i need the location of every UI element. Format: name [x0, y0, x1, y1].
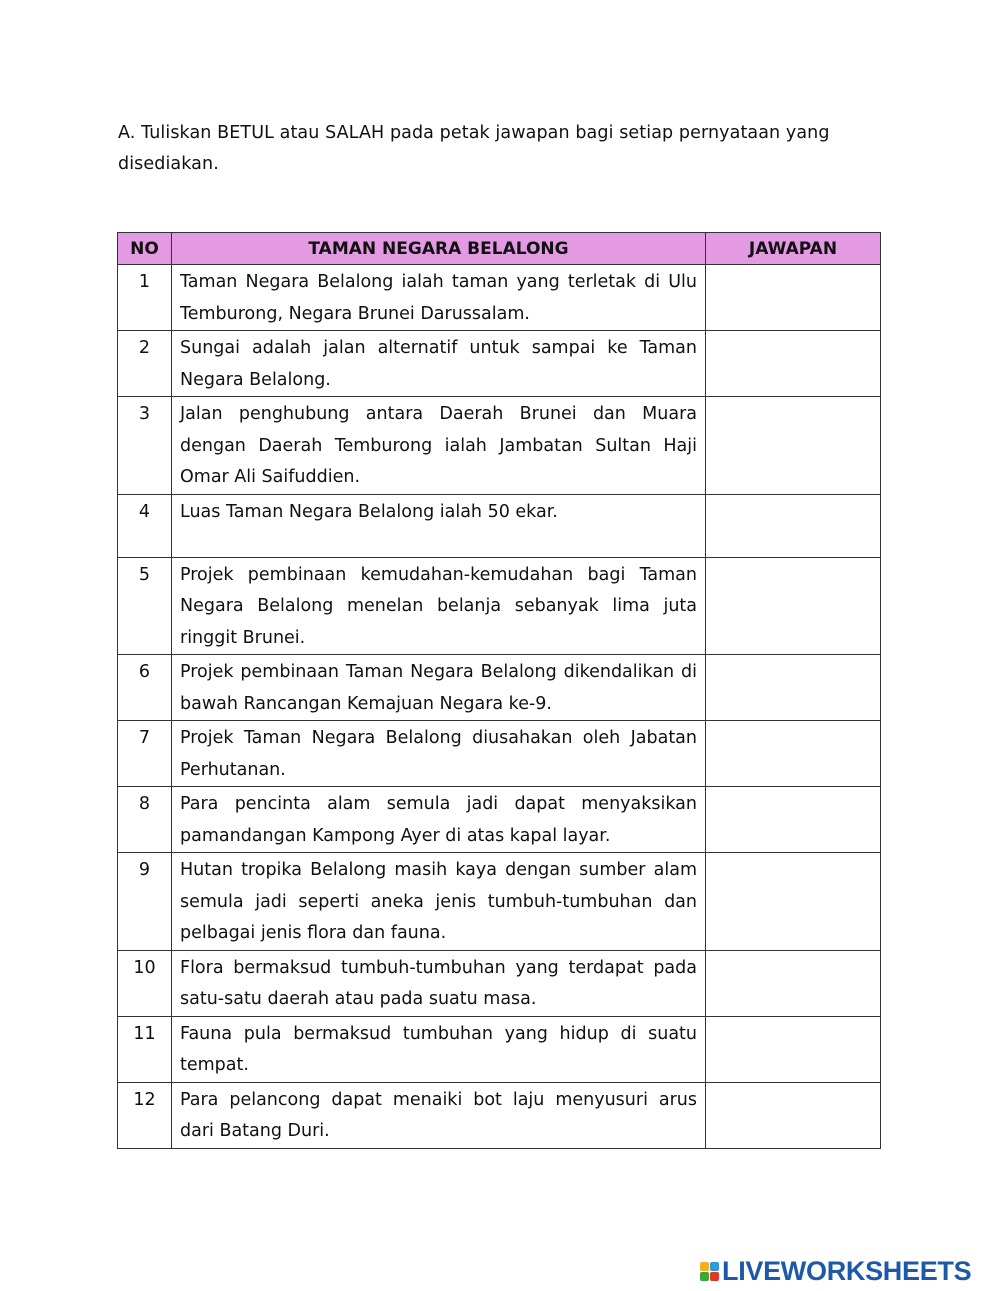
answer-box[interactable] [706, 853, 881, 951]
answer-box[interactable] [706, 494, 881, 557]
row-statement: Projek pembinaan Taman Negara Belalong dikendalikan di bawah Rancangan Kemajuan Negara ke-9. [172, 655, 706, 721]
row-statement: Sungai adalah jalan alternatif untuk sampai ke Taman Negara Belalong. [172, 331, 706, 397]
row-statement: Para pencinta alam semula jadi dapat menyaksikan pamandangan Kampong Ayer di atas kapal layar. [172, 787, 706, 853]
row-number: 5 [118, 557, 172, 655]
row-number: 11 [118, 1016, 172, 1082]
table-row [118, 655, 881, 721]
answer-box[interactable] [706, 331, 881, 397]
row-statement: Flora bermaksud tumbuh-tumbuhan yang terdapat pada satu-satu daerah atau pada suatu masa. [172, 950, 706, 1016]
header-no: NO [118, 233, 172, 265]
row-number: 3 [118, 397, 172, 495]
table-row [118, 397, 881, 495]
answer-box[interactable] [706, 721, 881, 787]
row-statement: Taman Negara Belalong ialah taman yang terletak di Ulu Temburong, Negara Brunei Darussalam. [172, 265, 706, 331]
header-answer: JAWAPAN [706, 233, 881, 265]
table-row [118, 721, 881, 787]
table-row [118, 494, 881, 557]
table-row [118, 265, 881, 331]
liveworksheets-logo-icon [700, 1262, 719, 1281]
row-number: 9 [118, 853, 172, 951]
logo-square-2 [710, 1262, 719, 1271]
header-statement: TAMAN NEGARA BELALONG [172, 233, 706, 265]
row-statement: Para pelancong dapat menaiki bot laju menyusuri arus dari Batang Duri. [172, 1082, 706, 1148]
answer-box[interactable] [706, 265, 881, 331]
row-statement: Luas Taman Negara Belalong ialah 50 ekar. [172, 494, 706, 557]
instruction-text: A. Tuliskan BETUL atau SALAH pada petak jawapan bagi setiap pernyataan yang disediakan. [118, 123, 830, 174]
table-row [118, 331, 881, 397]
answer-box[interactable] [706, 1016, 881, 1082]
table-row [118, 1016, 881, 1082]
logo-square-4 [710, 1272, 719, 1281]
row-number: 12 [118, 1082, 172, 1148]
table-row [118, 950, 881, 1016]
row-number: 7 [118, 721, 172, 787]
table-row [118, 787, 881, 853]
row-statement: Projek Taman Negara Belalong diusahakan oleh Jabatan Perhutanan. [172, 721, 706, 787]
row-number: 1 [118, 265, 172, 331]
row-number: 2 [118, 331, 172, 397]
table-row [118, 853, 881, 951]
table-row [118, 557, 881, 655]
liveworksheets-logo[interactable] [700, 1256, 971, 1286]
logo-square-1 [700, 1262, 709, 1271]
row-statement: Jalan penghubung antara Daerah Brunei dan Muara dengan Daerah Temburong ialah Jambatan Sultan Haji Omar Ali Saifuddien. [172, 397, 706, 495]
row-number: 4 [118, 494, 172, 557]
row-statement: Hutan tropika Belalong masih kaya dengan sumber alam semula jadi seperti aneka jenis tumbuh-tumbuhan dan pelbagai jenis flora dan fauna. [172, 853, 706, 951]
answer-box[interactable] [706, 557, 881, 655]
answer-box[interactable] [706, 950, 881, 1016]
row-statement: Projek pembinaan kemudahan-kemudahan bagi Taman Negara Belalong menelan belanja sebanyak lima juta ringgit Brunei. [172, 557, 706, 655]
logo-square-3 [700, 1272, 709, 1281]
answer-box[interactable] [706, 787, 881, 853]
answer-box[interactable] [706, 1082, 881, 1148]
true-false-table [117, 232, 881, 1149]
logo-text: LIVEWORKSHEETS [722, 1256, 972, 1286]
row-statement: Fauna pula bermaksud tumbuhan yang hidup di suatu tempat. [172, 1016, 706, 1082]
row-number: 10 [118, 950, 172, 1016]
table-row [118, 1082, 881, 1148]
row-number: 8 [118, 787, 172, 853]
answer-box[interactable] [706, 397, 881, 495]
answer-box[interactable] [706, 655, 881, 721]
row-number: 6 [118, 655, 172, 721]
table-header-row [118, 233, 881, 265]
